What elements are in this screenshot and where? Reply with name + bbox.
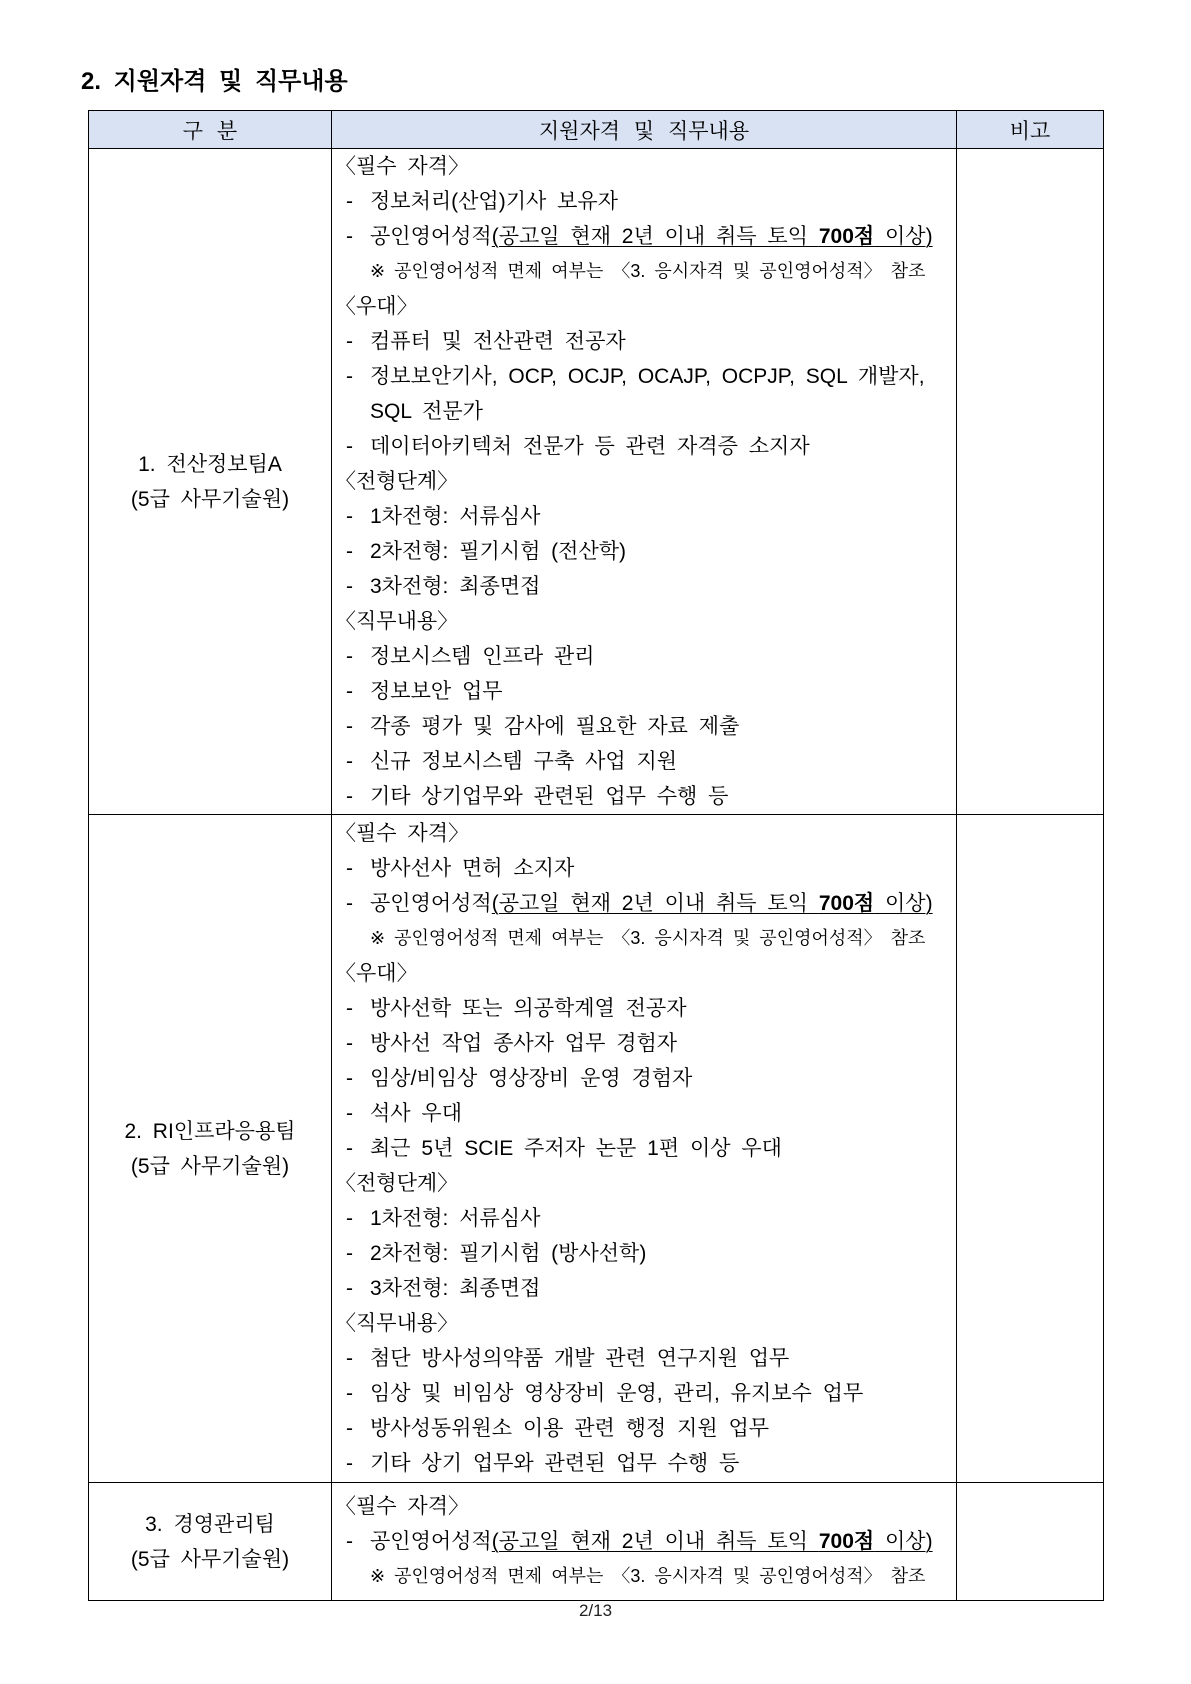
table-row xyxy=(89,815,1104,1483)
list-item-text: 임상/비임상 영상장비 운영 경험자 xyxy=(370,1067,693,1090)
english-condition-end: 이상) xyxy=(874,225,933,248)
list-item xyxy=(332,534,956,569)
exemption-note: ※ 공인영어성적 면제 여부는 〈3. 응시자격 및 공인영어성적〉 참조 xyxy=(370,1566,926,1586)
list-item xyxy=(332,1411,956,1446)
list-item xyxy=(332,1096,956,1131)
content-cell xyxy=(332,1483,957,1601)
section-title: 2. 지원자격 및 직무내용 xyxy=(81,68,348,95)
list-item xyxy=(332,1061,956,1096)
table-row xyxy=(89,1483,1104,1601)
english-label: 공인영어성적 xyxy=(370,1530,492,1553)
english-min-score: 700점 xyxy=(818,1530,875,1553)
list-marker: - xyxy=(346,857,353,880)
list-marker: - xyxy=(346,505,353,528)
list-marker: - xyxy=(346,1067,353,1090)
list-marker: - xyxy=(346,680,353,703)
english-condition: (공고일 현재 2년 이내 취득 토익 xyxy=(491,1530,819,1553)
list-item xyxy=(332,744,956,779)
english-label: 공인영어성적 xyxy=(370,225,492,248)
list-item xyxy=(332,709,956,744)
list-item-text: 2차전형: 필기시험 (방사선학) xyxy=(370,1242,647,1265)
list-item-text: 최근 5년 SCIE 주저자 논문 1편 이상 우대 xyxy=(370,1137,782,1160)
list-item-text: 방사성동위원소 이용 관련 행정 지원 업무 xyxy=(370,1417,770,1440)
team-name: 3. 경영관리팀 xyxy=(145,1512,275,1536)
english-condition-end: 이상) xyxy=(874,892,933,915)
position-grade: (5급 사무기술원) xyxy=(130,1547,290,1571)
header-remarks: 비고 xyxy=(957,111,1104,149)
list-marker: - xyxy=(346,365,353,388)
list-item xyxy=(332,1271,956,1306)
english-label: 공인영어성적 xyxy=(370,892,492,915)
list-item xyxy=(332,991,956,1026)
list-item-text: 방사선학 또는 의공학계열 전공자 xyxy=(370,997,687,1020)
list-item-text: 1차전형: 서류심사 xyxy=(370,1207,541,1230)
list-marker: - xyxy=(346,1032,353,1055)
list-item-text: 컴퓨터 및 전산관련 전공자 xyxy=(370,330,626,353)
remarks-cell xyxy=(957,1483,1104,1601)
english-condition: (공고일 현재 2년 이내 취득 토익 xyxy=(491,892,819,915)
list-item xyxy=(332,1026,956,1061)
content-cell xyxy=(332,149,957,815)
list-item xyxy=(332,1376,956,1411)
list-marker: - xyxy=(346,435,353,458)
list-item xyxy=(332,324,956,359)
list-item xyxy=(332,359,956,394)
list-item-text: 3차전형: 최종면접 xyxy=(370,1277,541,1300)
list-item xyxy=(332,569,956,604)
list-item xyxy=(332,499,956,534)
list-marker: - xyxy=(346,785,353,808)
position-grade: (5급 사무기술원) xyxy=(130,487,290,511)
english-condition: (공고일 현재 2년 이내 취득 토익 xyxy=(491,225,819,248)
content-cell xyxy=(332,815,957,1483)
remarks-cell xyxy=(957,815,1104,1483)
exemption-note: ※ 공인영어성적 면제 여부는 〈3. 응시자격 및 공인영어성적〉 참조 xyxy=(370,261,926,281)
category-cell xyxy=(89,1483,332,1601)
english-score-requirement xyxy=(332,219,956,254)
team-name: 1. 전산정보팀A xyxy=(138,452,282,476)
list-item xyxy=(332,674,956,709)
list-item-continuation: SQL 전문가 xyxy=(370,400,483,423)
job-duties-heading: 〈직무내용〉 xyxy=(335,1312,459,1335)
header-content: 지원자격 및 직무내용 xyxy=(332,111,957,149)
list-marker: - xyxy=(346,750,353,773)
list-item xyxy=(332,184,956,219)
list-item-text: 기타 상기 업무와 관련된 업무 수행 등 xyxy=(370,1452,740,1475)
list-marker: - xyxy=(346,540,353,563)
list-marker: - xyxy=(346,997,353,1020)
list-marker: - xyxy=(346,1102,353,1125)
list-item xyxy=(332,1131,956,1166)
english-score-requirement xyxy=(332,1524,956,1559)
list-item xyxy=(332,1446,956,1481)
list-item-text: 석사 우대 xyxy=(370,1102,462,1125)
list-marker: - xyxy=(346,1137,353,1160)
list-item xyxy=(332,779,956,814)
list-marker: - xyxy=(346,1452,353,1475)
list-item-text: 방사선사 면허 소지자 xyxy=(370,857,575,880)
list-item-text: 임상 및 비임상 영상장비 운영, 관리, 유지보수 업무 xyxy=(370,1382,864,1405)
list-marker: - xyxy=(346,1242,353,1265)
list-marker: - xyxy=(346,1347,353,1370)
qualifications-table xyxy=(88,110,1104,1601)
list-item-text: 첨단 방사성의약품 개발 관련 연구지원 업무 xyxy=(370,1347,790,1370)
selection-stages-heading: 〈전형단계〉 xyxy=(335,470,459,493)
table-row xyxy=(89,149,1104,815)
list-item xyxy=(332,1341,956,1376)
english-min-score: 700점 xyxy=(818,892,875,915)
list-item xyxy=(332,1236,956,1271)
list-item-text: 정보보안 업무 xyxy=(370,680,503,703)
list-marker: - xyxy=(346,330,353,353)
list-item-text: 기타 상기업무와 관련된 업무 수행 등 xyxy=(370,785,729,808)
list-marker: - xyxy=(346,645,353,668)
list-marker: - xyxy=(346,715,353,738)
list-marker: - xyxy=(346,1382,353,1405)
category-cell xyxy=(89,149,332,815)
list-marker: - xyxy=(346,1207,353,1230)
list-item xyxy=(332,429,956,464)
list-item-text: 정보처리(산업)기사 보유자 xyxy=(370,190,618,213)
job-duties-heading: 〈직무내용〉 xyxy=(335,610,459,633)
list-item-text: 3차전형: 최종면접 xyxy=(370,575,541,598)
list-marker: - xyxy=(346,225,353,248)
list-item xyxy=(332,1201,956,1236)
category-cell xyxy=(89,815,332,1483)
preferred-heading: 〈우대〉 xyxy=(335,295,418,318)
page-number: 2/13 xyxy=(578,1601,613,1620)
required-qualifications-heading: 〈필수 자격〉 xyxy=(335,155,469,178)
list-item-text: 방사선 작업 종사자 업무 경험자 xyxy=(370,1032,678,1055)
english-score-requirement xyxy=(332,886,956,921)
list-marker: - xyxy=(346,1277,353,1300)
list-marker: - xyxy=(346,1417,353,1440)
english-condition-end: 이상) xyxy=(874,1530,933,1553)
list-marker: - xyxy=(346,575,353,598)
exemption-note: ※ 공인영어성적 면제 여부는 〈3. 응시자격 및 공인영어성적〉 참조 xyxy=(370,928,926,948)
required-qualifications-heading: 〈필수 자격〉 xyxy=(335,822,469,845)
list-item-text: 2차전형: 필기시험 (전산학) xyxy=(370,540,627,563)
list-item-text: 정보보안기사, OCP, OCJP, OCAJP, OCPJP, SQL 개발자, xyxy=(370,365,925,388)
list-marker: - xyxy=(346,190,353,213)
list-item xyxy=(332,851,956,886)
list-item-text: 정보시스템 인프라 관리 xyxy=(370,645,595,668)
remarks-cell xyxy=(957,149,1104,815)
list-marker: - xyxy=(346,1530,353,1553)
required-qualifications-heading: 〈필수 자격〉 xyxy=(335,1495,469,1518)
list-item xyxy=(332,639,956,674)
list-item-text: 1차전형: 서류심사 xyxy=(370,505,541,528)
list-item-text: 신규 정보시스템 구축 사업 지원 xyxy=(370,750,678,773)
position-grade: (5급 사무기술원) xyxy=(130,1154,290,1178)
team-name: 2. RI인프라응용팀 xyxy=(124,1119,296,1143)
english-min-score: 700점 xyxy=(818,225,875,248)
selection-stages-heading: 〈전형단계〉 xyxy=(335,1172,459,1195)
list-marker: - xyxy=(346,892,353,915)
table-header-row xyxy=(89,111,1104,149)
list-item-text: 데이터아키텍처 전문가 등 관련 자격증 소지자 xyxy=(370,435,810,458)
preferred-heading: 〈우대〉 xyxy=(335,962,418,985)
header-category: 구 분 xyxy=(89,111,332,149)
list-item-text: 각종 평가 및 감사에 필요한 자료 제출 xyxy=(370,715,740,738)
